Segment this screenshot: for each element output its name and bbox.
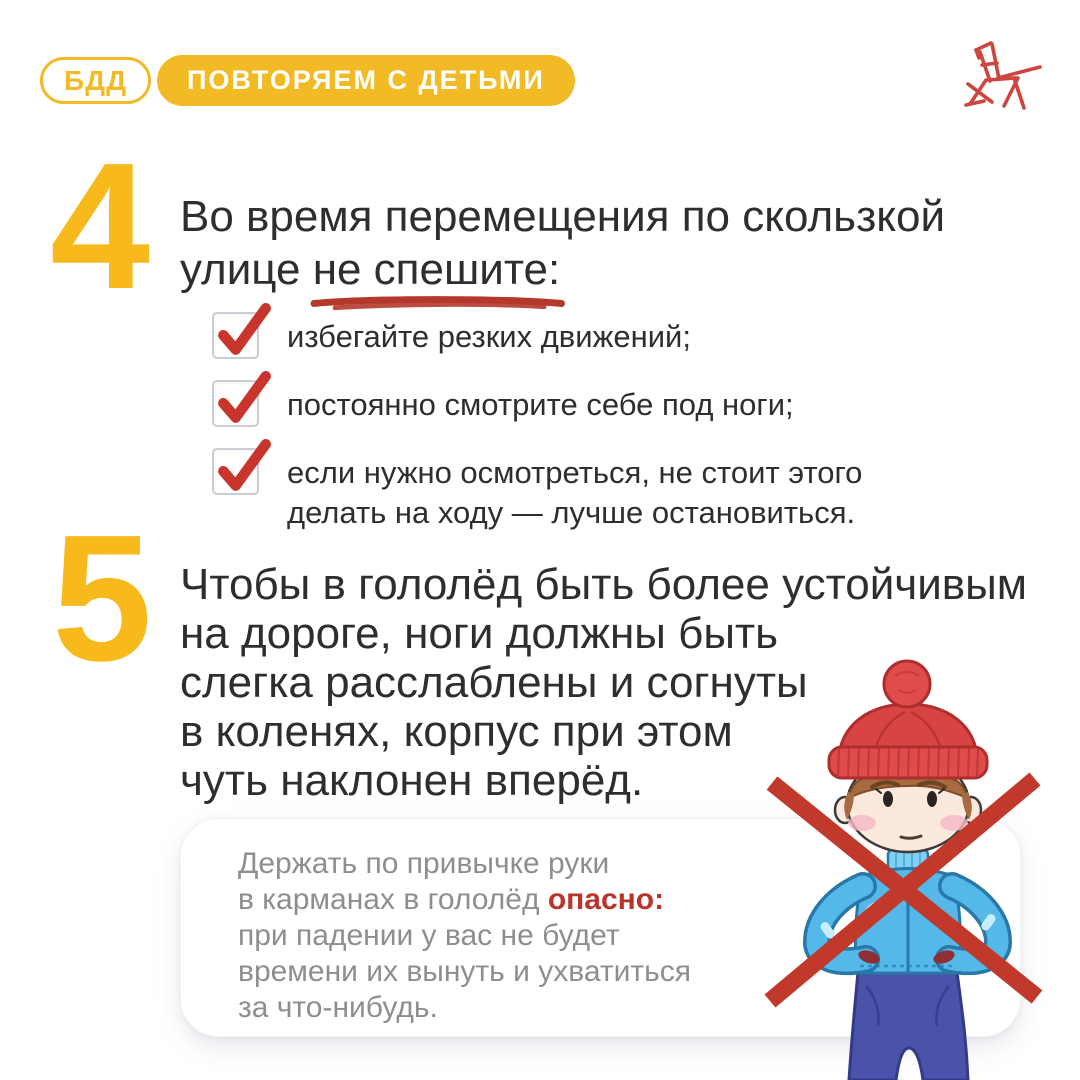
check-item-text: если нужно осмотреться, не стоит этого делать на ходу — лучше остановиться. xyxy=(287,455,863,530)
note-line: времени их вынуть и ухватиться xyxy=(238,955,691,988)
paragraph-line: чуть наклонен вперёд. xyxy=(180,756,644,805)
checklist xyxy=(212,312,907,554)
brand-badge-label: БДД xyxy=(64,64,128,96)
paragraph-line: на дороге, ноги должны быть xyxy=(180,609,779,658)
note-line: за что-нибудь. xyxy=(238,991,438,1024)
check-item-text: постоянно смотрите себе под ноги; xyxy=(287,387,794,422)
check-item xyxy=(212,380,907,427)
note-line: при падении у вас не будет xyxy=(238,919,620,952)
note-line: в карманах в гололёд опасно: xyxy=(238,883,665,916)
section-5-number: 5 xyxy=(52,498,149,699)
check-item-text: избегайте резких движений; xyxy=(287,319,691,354)
note-line: Держать по привычке руки xyxy=(238,847,610,880)
paragraph-line: слегка расслаблены и согнуты xyxy=(180,658,808,707)
heading-line-2-prefix: улице xyxy=(180,245,313,294)
heading-line-2 xyxy=(180,243,1040,296)
paragraph-line: Чтобы в гололёд быть более устойчивым xyxy=(180,560,1028,609)
checkbox-checked-icon xyxy=(212,380,259,427)
danger-word: опасно: xyxy=(547,883,665,916)
title-badge xyxy=(157,55,575,106)
heading-line-1: Во время перемещения по скользкой xyxy=(180,192,946,241)
check-item xyxy=(212,312,907,359)
horse-logo-icon xyxy=(952,34,1044,118)
checkbox-checked-icon xyxy=(212,448,259,495)
hand-drawn-underline-icon xyxy=(309,295,567,312)
paragraph-line: в коленях, корпус при этом xyxy=(180,707,733,756)
section-4-number: 4 xyxy=(50,126,147,327)
boy-crossed-out-illustration xyxy=(755,652,1060,1080)
section-4-heading xyxy=(180,190,1040,296)
underlined-phrase: не спешите: xyxy=(313,243,561,296)
title-badge-label: ПОВТОРЯЕМ С ДЕТЬМИ xyxy=(187,65,545,95)
checkbox-checked-icon xyxy=(212,312,259,359)
check-item xyxy=(212,448,907,533)
brand-badge xyxy=(40,57,151,104)
